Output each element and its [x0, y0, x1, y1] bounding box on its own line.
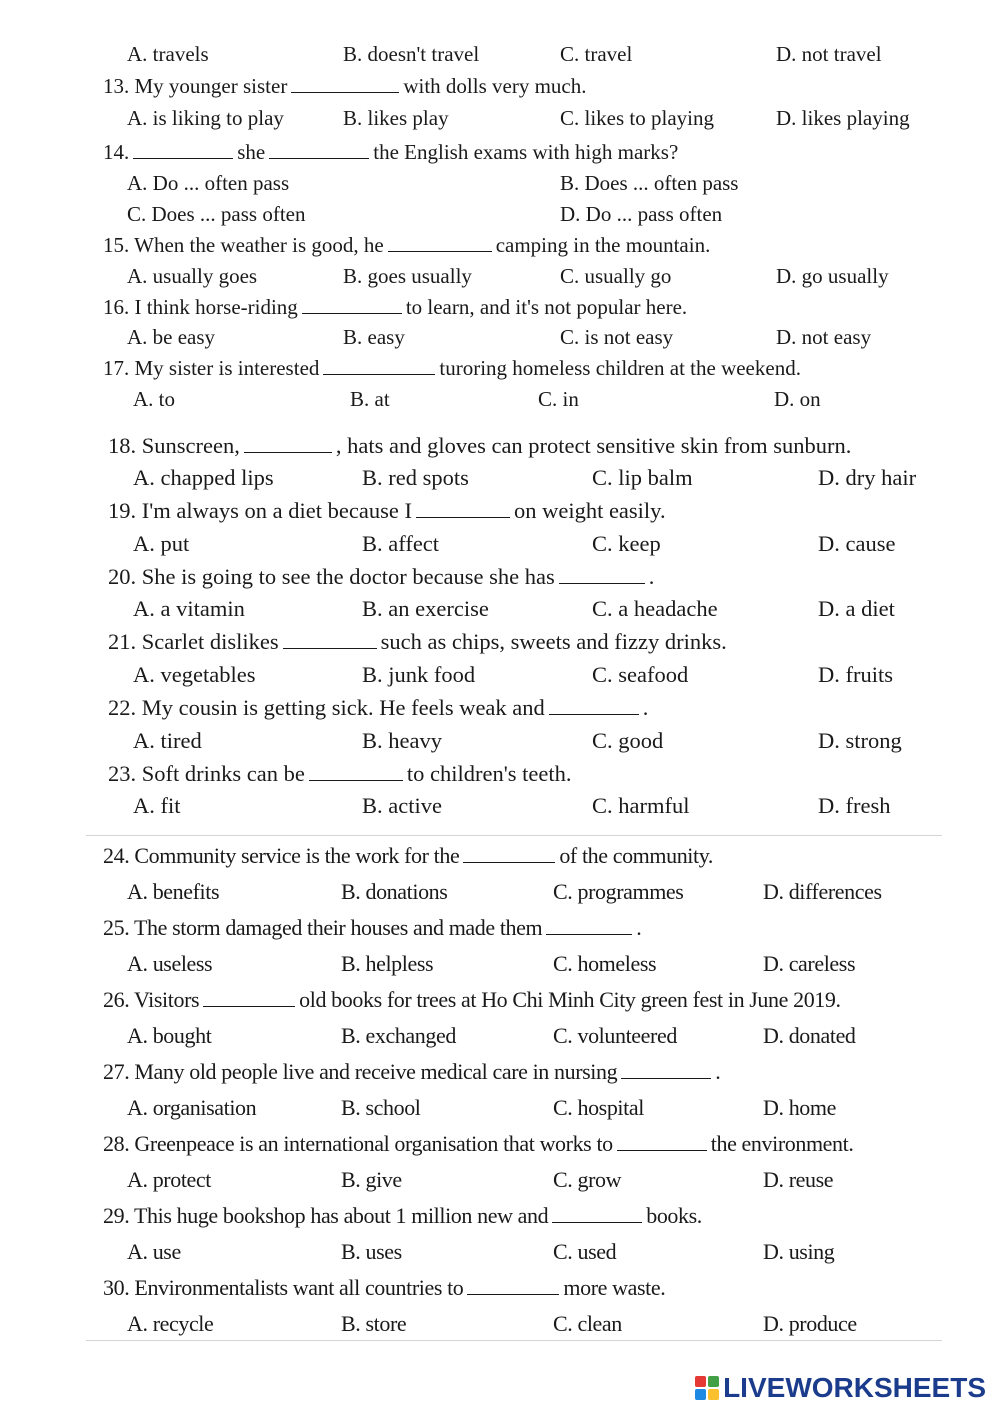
stem-text: . — [642, 695, 649, 720]
option-c: C. hospital — [553, 1095, 644, 1120]
option-b: B. goes usually — [343, 264, 472, 288]
answer-blank[interactable] — [291, 74, 399, 93]
option-c: C. travel — [560, 42, 633, 66]
option-b: B. school — [341, 1095, 421, 1120]
option-d: D. careless — [763, 951, 856, 976]
option-b: B. helpless — [341, 951, 434, 976]
option-c: C. usually go — [560, 264, 672, 288]
option-b: B. doesn't travel — [343, 42, 480, 66]
option-c: C. used — [553, 1239, 617, 1264]
option-a: A. to — [133, 387, 175, 411]
stem-text: on weight easily. — [513, 498, 666, 523]
stem-text: 23. Soft drinks can be — [108, 761, 305, 786]
option-d: D. home — [763, 1095, 836, 1120]
stem-text: with dolls very much. — [403, 74, 587, 98]
option-b: B. active — [362, 793, 442, 818]
option-b: B. store — [341, 1311, 407, 1336]
stem-text: the environment. — [710, 1131, 854, 1156]
option-d: D. not easy — [776, 325, 872, 349]
question-stem — [103, 1202, 702, 1230]
answer-blank[interactable] — [559, 565, 645, 584]
stem-text: to children's teeth. — [406, 761, 572, 786]
question-stem — [103, 138, 678, 166]
option-d: D. likes playing — [776, 106, 910, 130]
option-a: A. a vitamin — [133, 596, 245, 621]
stem-text: 15. When the weather is good, he — [103, 233, 384, 257]
answer-blank[interactable] — [621, 1060, 711, 1079]
option-a: A. benefits — [127, 879, 220, 904]
option-d: D. go usually — [776, 264, 889, 288]
logo-grid-icon — [695, 1376, 719, 1400]
question-stem — [103, 986, 841, 1014]
option-b: B. at — [350, 387, 390, 411]
question-stem — [103, 72, 586, 100]
question-stem — [103, 1130, 853, 1158]
answer-blank[interactable] — [617, 1132, 707, 1151]
option-d: D. not travel — [776, 42, 882, 66]
option-c: C. in — [538, 387, 579, 411]
option-c: C. a headache — [592, 596, 718, 621]
option-c: C. good — [592, 728, 664, 753]
option-a: A. tired — [133, 728, 202, 753]
stem-text: 16. I think horse-riding — [103, 295, 298, 319]
option-a: A. use — [127, 1239, 181, 1264]
option-a: A. vegetables — [133, 662, 256, 687]
question-stem — [108, 694, 648, 722]
question-stem — [103, 231, 710, 259]
brand-name: LIVEWORKSHEETS — [723, 1372, 986, 1403]
stem-text: . — [636, 915, 642, 940]
option-a: A. fit — [133, 793, 181, 818]
stem-text: 18. Sunscreen, — [108, 433, 240, 458]
question-stem — [108, 563, 654, 591]
option-b: B. an exercise — [362, 596, 489, 621]
section-divider-bottom — [86, 1340, 942, 1341]
option-c: C. programmes — [553, 879, 684, 904]
logo-square-icon — [708, 1376, 719, 1387]
option-c: C. volunteered — [553, 1023, 677, 1048]
question-stem — [108, 628, 727, 656]
answer-blank[interactable] — [203, 988, 295, 1007]
question-stem — [108, 432, 851, 460]
option-a: A. Do ... often pass — [127, 171, 290, 195]
logo-square-icon — [695, 1389, 706, 1400]
question-stem — [103, 1058, 720, 1086]
option-b: B. give — [341, 1167, 402, 1192]
option-b: B. heavy — [362, 728, 442, 753]
stem-text: 24. Community service is the work for the — [103, 843, 460, 868]
option-d: D. reuse — [763, 1167, 834, 1192]
option-a: A. recycle — [127, 1311, 214, 1336]
stem-text: 27. Many old people live and receive medical care in nursing — [103, 1059, 618, 1084]
answer-blank[interactable] — [552, 1204, 642, 1223]
option-a: A. be easy — [127, 325, 216, 349]
option-c: C. homeless — [553, 951, 657, 976]
logo-square-icon — [708, 1389, 719, 1400]
option-a: A. organisation — [127, 1095, 257, 1120]
option-d: D. using — [763, 1239, 835, 1264]
stem-text: 29. This huge bookshop has about 1 million new and — [103, 1203, 549, 1228]
option-c: C. Does ... pass often — [127, 202, 306, 226]
option-b: B. junk food — [362, 662, 476, 687]
answer-blank[interactable] — [546, 916, 632, 935]
stem-text: more waste. — [563, 1275, 666, 1300]
stem-text: 13. My younger sister — [103, 74, 288, 98]
option-c: C. likes to playing — [560, 106, 714, 130]
stem-text: books. — [646, 1203, 702, 1228]
option-d: D. donated — [763, 1023, 856, 1048]
logo-square-icon — [695, 1376, 706, 1387]
option-b: B. donations — [341, 879, 448, 904]
question-stem — [103, 914, 641, 942]
liveworksheets-logo[interactable] — [695, 1372, 986, 1404]
option-d: D. strong — [818, 728, 902, 753]
option-a: A. useless — [127, 951, 213, 976]
option-d: D. a diet — [818, 596, 895, 621]
question-stem — [103, 842, 713, 870]
option-d: D. fresh — [818, 793, 891, 818]
option-b: B. easy — [343, 325, 405, 349]
stem-text: 14. — [103, 140, 130, 164]
stem-text: 17. My sister is interested — [103, 356, 320, 380]
stem-text: 20. She is going to see the doctor because she has — [108, 564, 555, 589]
option-d: D. cause — [818, 531, 896, 556]
answer-blank[interactable] — [388, 233, 492, 252]
answer-blank[interactable] — [244, 434, 332, 453]
stem-text: 25. The storm damaged their houses and made them — [103, 915, 543, 940]
answer-blank[interactable] — [463, 844, 555, 863]
option-a: A. put — [133, 531, 190, 556]
stem-text: 28. Greenpeace is an international organisation that works to — [103, 1131, 613, 1156]
question-stem — [103, 1274, 665, 1302]
answer-blank[interactable] — [467, 1276, 559, 1295]
stem-text: 30. Environmentalists want all countries to — [103, 1275, 464, 1300]
stem-text: , hats and gloves can protect sensitive skin from sunburn. — [335, 433, 852, 458]
option-b: B. exchanged — [341, 1023, 456, 1048]
option-a: A. travels — [127, 42, 209, 66]
answer-blank[interactable] — [269, 140, 369, 159]
option-d: D. dry hair — [818, 465, 917, 490]
option-a: A. protect — [127, 1167, 211, 1192]
stem-text: 22. My cousin is getting sick. He feels weak and — [108, 695, 545, 720]
stem-text: the English exams with high marks? — [373, 140, 679, 164]
stem-text: 19. I'm always on a diet because I — [108, 498, 412, 523]
option-d: D. produce — [763, 1311, 857, 1336]
option-d: D. differences — [763, 879, 882, 904]
option-b: B. Does ... often pass — [560, 171, 739, 195]
option-c: C. lip balm — [592, 465, 693, 490]
question-stem — [108, 760, 571, 788]
section-divider — [86, 835, 942, 836]
option-c: C. is not easy — [560, 325, 674, 349]
stem-text: 21. Scarlet dislikes — [108, 629, 279, 654]
answer-blank[interactable] — [416, 499, 510, 518]
option-c: C. harmful — [592, 793, 690, 818]
option-d: D. on — [774, 387, 821, 411]
stem-text: 26. Visitors — [103, 987, 200, 1012]
option-c: C. seafood — [592, 662, 689, 687]
option-a: A. is liking to play — [127, 106, 284, 130]
answer-blank[interactable] — [309, 762, 403, 781]
option-a: A. chapped lips — [133, 465, 274, 490]
option-c: C. grow — [553, 1167, 622, 1192]
option-d: D. Do ... pass often — [560, 202, 723, 226]
answer-blank[interactable] — [302, 295, 402, 314]
answer-blank[interactable] — [283, 630, 377, 649]
answer-blank[interactable] — [133, 140, 233, 159]
question-stem — [108, 497, 666, 525]
stem-text: she — [237, 140, 266, 164]
stem-text: of the community. — [559, 843, 714, 868]
stem-text: such as chips, sweets and fizzy drinks. — [380, 629, 727, 654]
question-stem — [103, 354, 801, 382]
option-b: B. likes play — [343, 106, 449, 130]
option-a: A. usually goes — [127, 264, 258, 288]
option-b: B. red spots — [362, 465, 469, 490]
stem-text: to learn, and it's not popular here. — [405, 295, 688, 319]
stem-text: camping in the mountain. — [495, 233, 711, 257]
option-a: A. bought — [127, 1023, 212, 1048]
option-b: B. affect — [362, 531, 440, 556]
answer-blank[interactable] — [323, 356, 435, 375]
stem-text: . — [715, 1059, 721, 1084]
question-stem — [103, 293, 687, 321]
option-b: B. uses — [341, 1239, 402, 1264]
option-c: C. clean — [553, 1311, 622, 1336]
answer-blank[interactable] — [549, 696, 639, 715]
stem-text: . — [648, 564, 655, 589]
option-d: D. fruits — [818, 662, 893, 687]
stem-text: turoring homeless children at the weekend. — [439, 356, 801, 380]
option-c: C. keep — [592, 531, 661, 556]
stem-text: old books for trees at Ho Chi Minh City green fest in June 2019. — [299, 987, 841, 1012]
